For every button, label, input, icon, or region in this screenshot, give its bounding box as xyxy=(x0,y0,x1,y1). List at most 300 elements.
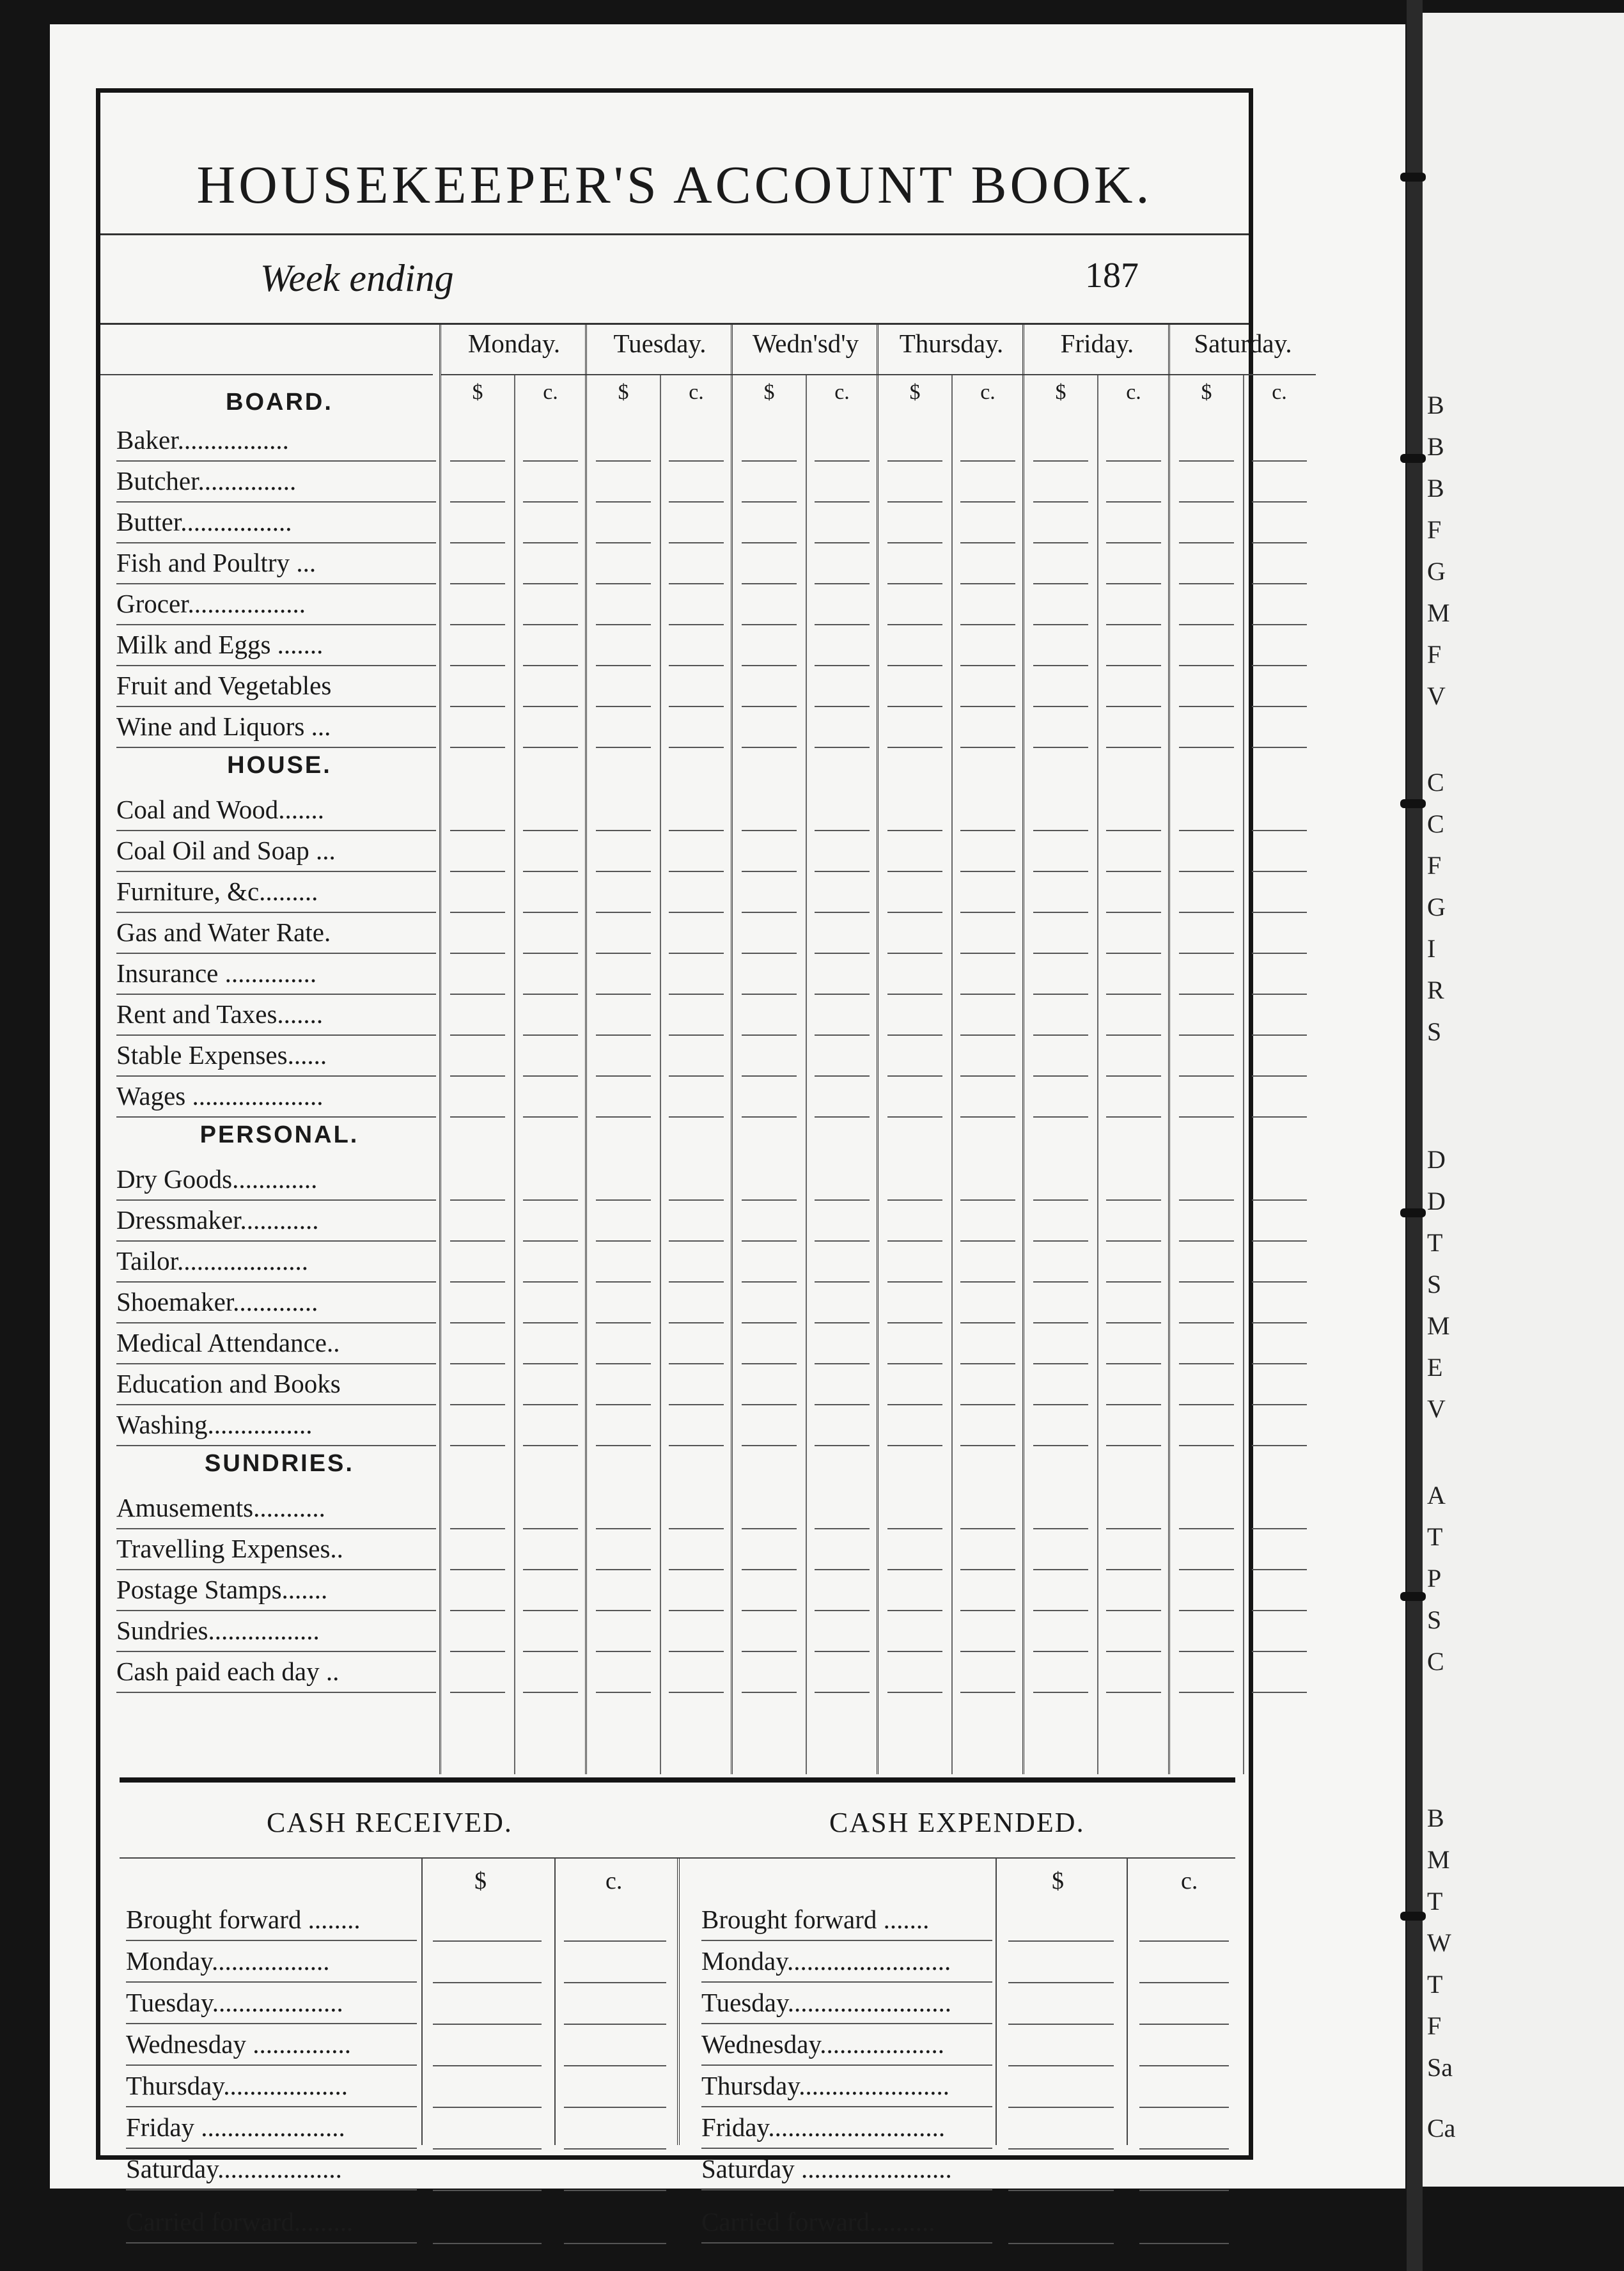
entry-cell[interactable] xyxy=(742,1569,797,1570)
entry-cell[interactable] xyxy=(960,1116,1015,1118)
entry-cell[interactable] xyxy=(1106,1116,1161,1118)
cash-received-dollar-cell[interactable] xyxy=(433,1982,542,1983)
entry-cell[interactable] xyxy=(815,1199,870,1201)
entry-cell[interactable] xyxy=(450,1363,505,1364)
entry-cell[interactable] xyxy=(1033,1692,1088,1693)
entry-cell[interactable] xyxy=(960,994,1015,995)
entry-cell[interactable] xyxy=(960,1651,1015,1652)
entry-cell[interactable] xyxy=(1179,665,1234,666)
entry-cell[interactable] xyxy=(523,953,578,954)
entry-cell[interactable] xyxy=(1033,953,1088,954)
entry-cell[interactable] xyxy=(669,871,724,872)
cash-received-cent-cell[interactable] xyxy=(564,2190,666,2191)
entry-cell[interactable] xyxy=(669,1651,724,1652)
entry-cell[interactable] xyxy=(1033,542,1088,543)
entry-cell[interactable] xyxy=(960,830,1015,831)
entry-cell[interactable] xyxy=(596,1240,651,1242)
entry-cell[interactable] xyxy=(1179,830,1234,831)
entry-cell[interactable] xyxy=(815,1034,870,1036)
entry-cell[interactable] xyxy=(1106,1034,1161,1036)
entry-cell[interactable] xyxy=(815,665,870,666)
entry-cell[interactable] xyxy=(1252,1322,1307,1323)
entry-cell[interactable] xyxy=(596,583,651,584)
cash-expended-dollar-cell[interactable] xyxy=(1008,2024,1114,2025)
entry-cell[interactable] xyxy=(669,542,724,543)
entry-cell[interactable] xyxy=(887,1692,942,1693)
entry-cell[interactable] xyxy=(450,1692,505,1693)
entry-cell[interactable] xyxy=(887,460,942,462)
entry-cell[interactable] xyxy=(1179,1281,1234,1283)
entry-cell[interactable] xyxy=(742,1240,797,1242)
entry-cell[interactable] xyxy=(450,1610,505,1611)
entry-cell[interactable] xyxy=(1106,1199,1161,1201)
entry-cell[interactable] xyxy=(523,1240,578,1242)
entry-cell[interactable] xyxy=(596,1199,651,1201)
entry-cell[interactable] xyxy=(523,1116,578,1118)
entry-cell[interactable] xyxy=(669,1034,724,1036)
entry-cell[interactable] xyxy=(1106,1569,1161,1570)
entry-cell[interactable] xyxy=(1179,1528,1234,1529)
entry-cell[interactable] xyxy=(669,1528,724,1529)
entry-cell[interactable] xyxy=(1106,665,1161,666)
entry-cell[interactable] xyxy=(960,624,1015,625)
entry-cell[interactable] xyxy=(960,460,1015,462)
entry-cell[interactable] xyxy=(742,624,797,625)
entry-cell[interactable] xyxy=(742,994,797,995)
entry-cell[interactable] xyxy=(669,1075,724,1077)
entry-cell[interactable] xyxy=(742,542,797,543)
entry-cell[interactable] xyxy=(1179,1322,1234,1323)
entry-cell[interactable] xyxy=(450,1528,505,1529)
cash-expended-cent-cell[interactable] xyxy=(1139,2148,1229,2150)
entry-cell[interactable] xyxy=(1106,583,1161,584)
entry-cell[interactable] xyxy=(1179,542,1234,543)
cash-expended-dollar-cell[interactable] xyxy=(1008,2148,1114,2150)
entry-cell[interactable] xyxy=(669,1692,724,1693)
entry-cell[interactable] xyxy=(960,583,1015,584)
entry-cell[interactable] xyxy=(960,1692,1015,1693)
entry-cell[interactable] xyxy=(887,1116,942,1118)
entry-cell[interactable] xyxy=(960,912,1015,913)
entry-cell[interactable] xyxy=(450,953,505,954)
entry-cell[interactable] xyxy=(1106,1322,1161,1323)
cash-expended-dollar-cell[interactable] xyxy=(1008,1940,1114,1942)
entry-cell[interactable] xyxy=(669,1322,724,1323)
entry-cell[interactable] xyxy=(450,1651,505,1652)
entry-cell[interactable] xyxy=(1179,706,1234,707)
entry-cell[interactable] xyxy=(887,1322,942,1323)
entry-cell[interactable] xyxy=(887,1404,942,1405)
entry-cell[interactable] xyxy=(742,583,797,584)
cash-received-dollar-cell[interactable] xyxy=(433,2065,542,2066)
entry-cell[interactable] xyxy=(960,1569,1015,1570)
entry-cell[interactable] xyxy=(960,1281,1015,1283)
entry-cell[interactable] xyxy=(742,1404,797,1405)
entry-cell[interactable] xyxy=(1033,830,1088,831)
cash-received-dollar-cell[interactable] xyxy=(433,1940,542,1942)
entry-cell[interactable] xyxy=(523,1281,578,1283)
entry-cell[interactable] xyxy=(1106,1404,1161,1405)
entry-cell[interactable] xyxy=(815,1610,870,1611)
cash-expended-cent-cell[interactable] xyxy=(1139,2065,1229,2066)
entry-cell[interactable] xyxy=(596,1651,651,1652)
entry-cell[interactable] xyxy=(815,1404,870,1405)
entry-cell[interactable] xyxy=(450,1404,505,1405)
entry-cell[interactable] xyxy=(960,1445,1015,1446)
entry-cell[interactable] xyxy=(1106,1651,1161,1652)
entry-cell[interactable] xyxy=(523,665,578,666)
entry-cell[interactable] xyxy=(1252,953,1307,954)
entry-cell[interactable] xyxy=(742,1363,797,1364)
entry-cell[interactable] xyxy=(596,1075,651,1077)
entry-cell[interactable] xyxy=(596,1610,651,1611)
entry-cell[interactable] xyxy=(815,1363,870,1364)
entry-cell[interactable] xyxy=(742,665,797,666)
entry-cell[interactable] xyxy=(1252,1240,1307,1242)
entry-cell[interactable] xyxy=(1106,460,1161,462)
entry-cell[interactable] xyxy=(1252,460,1307,462)
entry-cell[interactable] xyxy=(523,1075,578,1077)
entry-cell[interactable] xyxy=(815,1240,870,1242)
entry-cell[interactable] xyxy=(1033,1116,1088,1118)
entry-cell[interactable] xyxy=(523,1651,578,1652)
entry-cell[interactable] xyxy=(887,953,942,954)
entry-cell[interactable] xyxy=(1179,1240,1234,1242)
entry-cell[interactable] xyxy=(1106,871,1161,872)
entry-cell[interactable] xyxy=(669,1445,724,1446)
entry-cell[interactable] xyxy=(887,1610,942,1611)
entry-cell[interactable] xyxy=(960,665,1015,666)
entry-cell[interactable] xyxy=(669,1116,724,1118)
entry-cell[interactable] xyxy=(1106,1610,1161,1611)
entry-cell[interactable] xyxy=(1252,1569,1307,1570)
entry-cell[interactable] xyxy=(887,994,942,995)
entry-cell[interactable] xyxy=(596,542,651,543)
entry-cell[interactable] xyxy=(1106,1528,1161,1529)
entry-cell[interactable] xyxy=(1033,1445,1088,1446)
entry-cell[interactable] xyxy=(1106,1363,1161,1364)
cash-expended-dollar-cell[interactable] xyxy=(1008,1982,1114,1983)
entry-cell[interactable] xyxy=(815,953,870,954)
entry-cell[interactable] xyxy=(815,1651,870,1652)
entry-cell[interactable] xyxy=(669,501,724,503)
entry-cell[interactable] xyxy=(742,871,797,872)
entry-cell[interactable] xyxy=(450,871,505,872)
cash-expended-cent-cell[interactable] xyxy=(1139,2243,1229,2244)
entry-cell[interactable] xyxy=(1106,706,1161,707)
entry-cell[interactable] xyxy=(815,1569,870,1570)
entry-cell[interactable] xyxy=(450,624,505,625)
cash-expended-dollar-cell[interactable] xyxy=(1008,2243,1114,2244)
entry-cell[interactable] xyxy=(1033,1034,1088,1036)
entry-cell[interactable] xyxy=(960,1199,1015,1201)
entry-cell[interactable] xyxy=(523,830,578,831)
entry-cell[interactable] xyxy=(742,501,797,503)
entry-cell[interactable] xyxy=(1252,1034,1307,1036)
entry-cell[interactable] xyxy=(1179,1610,1234,1611)
entry-cell[interactable] xyxy=(815,706,870,707)
entry-cell[interactable] xyxy=(596,1445,651,1446)
entry-cell[interactable] xyxy=(1252,1610,1307,1611)
cash-received-cent-cell[interactable] xyxy=(564,2243,666,2244)
entry-cell[interactable] xyxy=(1106,830,1161,831)
entry-cell[interactable] xyxy=(1252,1199,1307,1201)
entry-cell[interactable] xyxy=(887,1651,942,1652)
entry-cell[interactable] xyxy=(596,1322,651,1323)
entry-cell[interactable] xyxy=(669,583,724,584)
entry-cell[interactable] xyxy=(742,747,797,748)
entry-cell[interactable] xyxy=(669,460,724,462)
entry-cell[interactable] xyxy=(523,994,578,995)
entry-cell[interactable] xyxy=(1179,1075,1234,1077)
entry-cell[interactable] xyxy=(450,912,505,913)
cash-received-cent-cell[interactable] xyxy=(564,2148,666,2150)
entry-cell[interactable] xyxy=(742,1651,797,1652)
entry-cell[interactable] xyxy=(1179,1404,1234,1405)
entry-cell[interactable] xyxy=(523,871,578,872)
entry-cell[interactable] xyxy=(1252,665,1307,666)
entry-cell[interactable] xyxy=(669,830,724,831)
entry-cell[interactable] xyxy=(742,1034,797,1036)
entry-cell[interactable] xyxy=(1179,1363,1234,1364)
cash-expended-cent-cell[interactable] xyxy=(1139,2107,1229,2108)
entry-cell[interactable] xyxy=(1179,1651,1234,1652)
entry-cell[interactable] xyxy=(596,830,651,831)
entry-cell[interactable] xyxy=(1106,1692,1161,1693)
entry-cell[interactable] xyxy=(450,706,505,707)
cash-expended-dollar-cell[interactable] xyxy=(1008,2065,1114,2066)
entry-cell[interactable] xyxy=(596,747,651,748)
entry-cell[interactable] xyxy=(523,1199,578,1201)
entry-cell[interactable] xyxy=(815,1116,870,1118)
entry-cell[interactable] xyxy=(1252,583,1307,584)
entry-cell[interactable] xyxy=(1106,1445,1161,1446)
entry-cell[interactable] xyxy=(1033,1240,1088,1242)
entry-cell[interactable] xyxy=(815,1281,870,1283)
entry-cell[interactable] xyxy=(815,460,870,462)
entry-cell[interactable] xyxy=(815,1528,870,1529)
entry-cell[interactable] xyxy=(960,706,1015,707)
entry-cell[interactable] xyxy=(1179,747,1234,748)
entry-cell[interactable] xyxy=(1033,912,1088,913)
entry-cell[interactable] xyxy=(1033,1075,1088,1077)
entry-cell[interactable] xyxy=(1033,1404,1088,1405)
entry-cell[interactable] xyxy=(815,501,870,503)
entry-cell[interactable] xyxy=(960,1528,1015,1529)
entry-cell[interactable] xyxy=(450,583,505,584)
cash-expended-cent-cell[interactable] xyxy=(1139,2024,1229,2025)
entry-cell[interactable] xyxy=(742,953,797,954)
entry-cell[interactable] xyxy=(887,583,942,584)
entry-cell[interactable] xyxy=(887,1199,942,1201)
cash-expended-dollar-cell[interactable] xyxy=(1008,2107,1114,2108)
entry-cell[interactable] xyxy=(1179,624,1234,625)
entry-cell[interactable] xyxy=(596,665,651,666)
entry-cell[interactable] xyxy=(815,830,870,831)
entry-cell[interactable] xyxy=(887,1034,942,1036)
entry-cell[interactable] xyxy=(742,1116,797,1118)
entry-cell[interactable] xyxy=(1033,1610,1088,1611)
entry-cell[interactable] xyxy=(450,1116,505,1118)
entry-cell[interactable] xyxy=(960,1610,1015,1611)
entry-cell[interactable] xyxy=(887,830,942,831)
entry-cell[interactable] xyxy=(669,1404,724,1405)
entry-cell[interactable] xyxy=(742,912,797,913)
entry-cell[interactable] xyxy=(596,871,651,872)
entry-cell[interactable] xyxy=(1179,871,1234,872)
entry-cell[interactable] xyxy=(960,1034,1015,1036)
entry-cell[interactable] xyxy=(1252,501,1307,503)
entry-cell[interactable] xyxy=(1106,1075,1161,1077)
entry-cell[interactable] xyxy=(1252,1528,1307,1529)
entry-cell[interactable] xyxy=(523,1322,578,1323)
cash-expended-cent-cell[interactable] xyxy=(1139,2190,1229,2191)
entry-cell[interactable] xyxy=(596,912,651,913)
entry-cell[interactable] xyxy=(1179,912,1234,913)
entry-cell[interactable] xyxy=(1106,1281,1161,1283)
entry-cell[interactable] xyxy=(815,624,870,625)
entry-cell[interactable] xyxy=(1252,871,1307,872)
entry-cell[interactable] xyxy=(669,1363,724,1364)
entry-cell[interactable] xyxy=(1179,1445,1234,1446)
entry-cell[interactable] xyxy=(1033,1281,1088,1283)
entry-cell[interactable] xyxy=(887,1528,942,1529)
entry-cell[interactable] xyxy=(1252,1075,1307,1077)
entry-cell[interactable] xyxy=(596,1692,651,1693)
entry-cell[interactable] xyxy=(450,1445,505,1446)
cash-received-cent-cell[interactable] xyxy=(564,2065,666,2066)
entry-cell[interactable] xyxy=(1033,1651,1088,1652)
entry-cell[interactable] xyxy=(450,1240,505,1242)
entry-cell[interactable] xyxy=(596,1363,651,1364)
entry-cell[interactable] xyxy=(1106,624,1161,625)
entry-cell[interactable] xyxy=(1033,583,1088,584)
entry-cell[interactable] xyxy=(815,542,870,543)
entry-cell[interactable] xyxy=(1033,747,1088,748)
entry-cell[interactable] xyxy=(450,1199,505,1201)
entry-cell[interactable] xyxy=(887,871,942,872)
entry-cell[interactable] xyxy=(1179,1692,1234,1693)
entry-cell[interactable] xyxy=(596,1404,651,1405)
entry-cell[interactable] xyxy=(815,1692,870,1693)
entry-cell[interactable] xyxy=(742,1281,797,1283)
entry-cell[interactable] xyxy=(450,1281,505,1283)
entry-cell[interactable] xyxy=(742,1445,797,1446)
entry-cell[interactable] xyxy=(523,624,578,625)
entry-cell[interactable] xyxy=(1252,706,1307,707)
entry-cell[interactable] xyxy=(669,912,724,913)
entry-cell[interactable] xyxy=(887,624,942,625)
entry-cell[interactable] xyxy=(1179,1569,1234,1570)
entry-cell[interactable] xyxy=(1033,1199,1088,1201)
entry-cell[interactable] xyxy=(523,1034,578,1036)
entry-cell[interactable] xyxy=(1106,1240,1161,1242)
entry-cell[interactable] xyxy=(815,747,870,748)
entry-cell[interactable] xyxy=(960,501,1015,503)
entry-cell[interactable] xyxy=(669,747,724,748)
entry-cell[interactable] xyxy=(1252,912,1307,913)
cash-received-dollar-cell[interactable] xyxy=(433,2190,542,2191)
entry-cell[interactable] xyxy=(1106,747,1161,748)
entry-cell[interactable] xyxy=(523,1610,578,1611)
entry-cell[interactable] xyxy=(960,1240,1015,1242)
entry-cell[interactable] xyxy=(1033,460,1088,462)
entry-cell[interactable] xyxy=(1252,1445,1307,1446)
entry-cell[interactable] xyxy=(1252,1692,1307,1693)
entry-cell[interactable] xyxy=(596,1281,651,1283)
entry-cell[interactable] xyxy=(596,994,651,995)
entry-cell[interactable] xyxy=(1252,1281,1307,1283)
entry-cell[interactable] xyxy=(1252,747,1307,748)
entry-cell[interactable] xyxy=(596,501,651,503)
entry-cell[interactable] xyxy=(596,706,651,707)
cash-received-cent-cell[interactable] xyxy=(564,1982,666,1983)
entry-cell[interactable] xyxy=(669,953,724,954)
cash-received-dollar-cell[interactable] xyxy=(433,2024,542,2025)
entry-cell[interactable] xyxy=(596,953,651,954)
entry-cell[interactable] xyxy=(1179,953,1234,954)
entry-cell[interactable] xyxy=(742,1610,797,1611)
entry-cell[interactable] xyxy=(887,1363,942,1364)
entry-cell[interactable] xyxy=(669,1281,724,1283)
entry-cell[interactable] xyxy=(815,871,870,872)
entry-cell[interactable] xyxy=(887,747,942,748)
entry-cell[interactable] xyxy=(523,542,578,543)
entry-cell[interactable] xyxy=(742,1692,797,1693)
entry-cell[interactable] xyxy=(523,1528,578,1529)
entry-cell[interactable] xyxy=(742,1199,797,1201)
entry-cell[interactable] xyxy=(815,912,870,913)
entry-cell[interactable] xyxy=(523,460,578,462)
entry-cell[interactable] xyxy=(887,501,942,503)
entry-cell[interactable] xyxy=(596,460,651,462)
entry-cell[interactable] xyxy=(523,1445,578,1446)
entry-cell[interactable] xyxy=(815,1322,870,1323)
entry-cell[interactable] xyxy=(887,706,942,707)
entry-cell[interactable] xyxy=(669,624,724,625)
entry-cell[interactable] xyxy=(742,830,797,831)
entry-cell[interactable] xyxy=(1033,1569,1088,1570)
entry-cell[interactable] xyxy=(450,665,505,666)
entry-cell[interactable] xyxy=(815,1445,870,1446)
entry-cell[interactable] xyxy=(596,1116,651,1118)
entry-cell[interactable] xyxy=(742,706,797,707)
entry-cell[interactable] xyxy=(596,1569,651,1570)
entry-cell[interactable] xyxy=(523,1404,578,1405)
entry-cell[interactable] xyxy=(1179,460,1234,462)
cash-expended-cent-cell[interactable] xyxy=(1139,1982,1229,1983)
cash-received-cent-cell[interactable] xyxy=(564,1940,666,1942)
entry-cell[interactable] xyxy=(596,1528,651,1529)
entry-cell[interactable] xyxy=(887,542,942,543)
entry-cell[interactable] xyxy=(887,1240,942,1242)
entry-cell[interactable] xyxy=(960,1404,1015,1405)
entry-cell[interactable] xyxy=(669,994,724,995)
entry-cell[interactable] xyxy=(960,747,1015,748)
entry-cell[interactable] xyxy=(669,1240,724,1242)
entry-cell[interactable] xyxy=(742,460,797,462)
entry-cell[interactable] xyxy=(450,1034,505,1036)
entry-cell[interactable] xyxy=(1106,953,1161,954)
entry-cell[interactable] xyxy=(450,994,505,995)
entry-cell[interactable] xyxy=(960,871,1015,872)
entry-cell[interactable] xyxy=(523,912,578,913)
cash-received-cent-cell[interactable] xyxy=(564,2107,666,2108)
cash-received-dollar-cell[interactable] xyxy=(433,2243,542,2244)
entry-cell[interactable] xyxy=(669,665,724,666)
entry-cell[interactable] xyxy=(1106,994,1161,995)
entry-cell[interactable] xyxy=(523,501,578,503)
